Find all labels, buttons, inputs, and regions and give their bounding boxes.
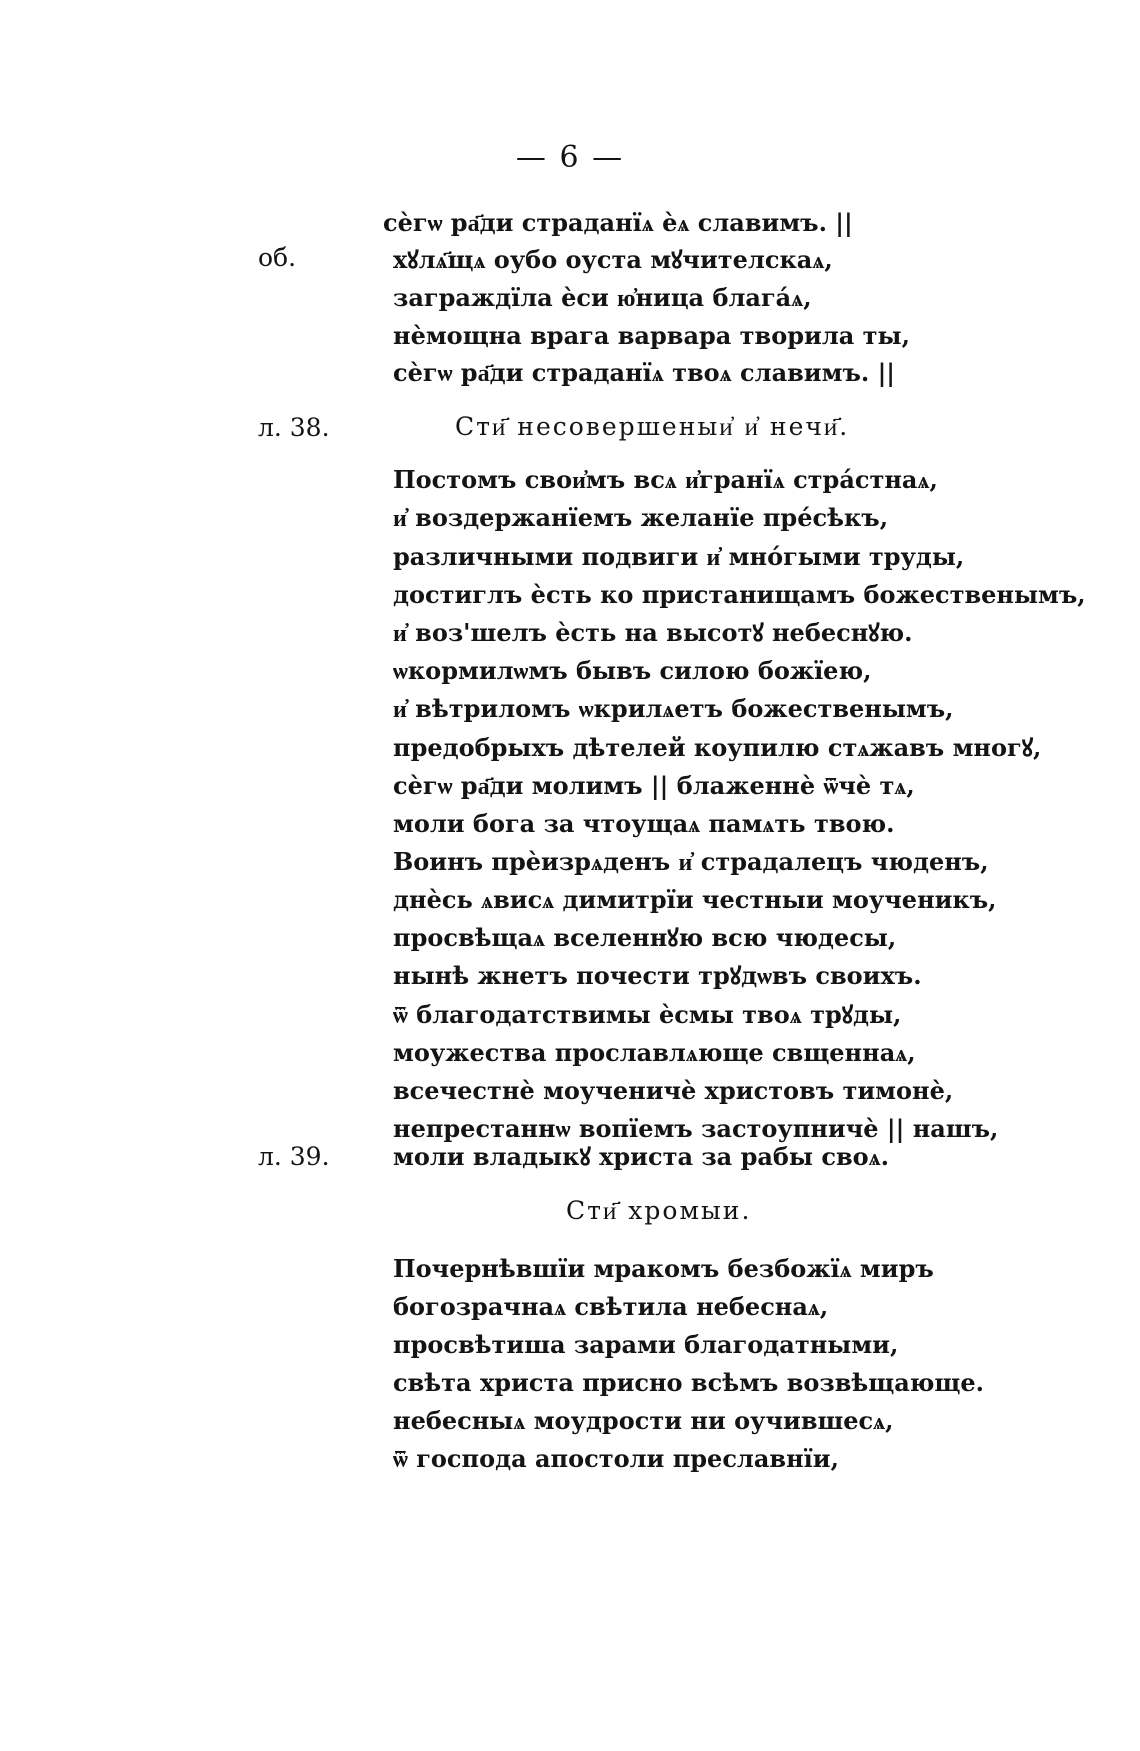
text-line: непрестаннѡ вопїемъ застоупничѐ || нашъ, <box>393 1114 999 1143</box>
text-line: просвѣщаѧ вселеннꙋю всю чюдесы, <box>393 923 897 952</box>
text-line: моужества прославлѧюще свщеннаѧ, <box>393 1038 916 1067</box>
text-line: ѡкормилѡмъ бывъ силою божїею, <box>393 656 872 685</box>
page-number: — 6 — <box>515 140 625 175</box>
text-line: ѿ господа апостоли преславнїи, <box>393 1444 839 1473</box>
text-line: моли бога за чтоущаѧ памѧть твою. <box>393 809 895 838</box>
text-line: нынѣ жнетъ почести трꙋдѡвъ своихъ. <box>393 961 922 990</box>
text-line: заграждїла ѐси ю҆ница блага́ѧ, <box>393 283 812 312</box>
margin-note-l38: л. 38. <box>258 413 330 442</box>
margin-note-l39: л. 39. <box>258 1142 330 1171</box>
text-line: и҆ вѣтриломъ ѡкрилѧетъ божественымъ, <box>393 694 954 723</box>
text-line: и҆ воз'шелъ ѐсть на высотꙋ небеснꙋю. <box>393 618 913 647</box>
section-heading: Сти҃ несовершеныи҆ и҆ нечи҃. <box>455 412 850 441</box>
text-line: хꙋлѧ҃щѧ оубо оуста мꙋчителскаѧ, <box>393 245 833 274</box>
text-line: Воинъ прѐизрѧденъ и҆ страдалецъ чюденъ, <box>393 847 989 876</box>
text-line: предобрыхъ дѣтелей коупилю стѧжавъ многꙋ, <box>393 733 1042 762</box>
text-line: моли владыкꙋ христа за рабы своѧ. <box>393 1142 889 1171</box>
text-line: сѐгѡ ра҃ди страданїѧ ѐѧ славимъ. || <box>383 208 853 237</box>
text-line: нѐмощна врага варвара творила ты, <box>393 321 910 350</box>
text-line: сѐгѡ ра҃ди страданїѧ твоѧ славимъ. || <box>393 358 896 387</box>
text-line: днѐсь ѧвисѧ димитрїи честныи моученикъ, <box>393 885 997 914</box>
text-line: Постомъ свои҆мъ всѧ и҆гранїѧ стра́стнаѧ, <box>393 465 938 494</box>
text-line: богозрачнаѧ свѣтила небеснаѧ, <box>393 1292 829 1321</box>
text-line: и҆ воздержанїемъ желанїе пре́сѣкъ, <box>393 503 889 532</box>
text-line: небесныѧ моудрости ни оучившесѧ, <box>393 1406 894 1435</box>
text-line: Почернѣвшїи мракомъ безбожїѧ миръ <box>393 1254 934 1283</box>
text-line: свѣта христа присно всѣмъ возвѣщающе. <box>393 1368 984 1397</box>
text-line: достиглъ ѐсть ко пристанищамъ божественымъ, <box>393 580 1086 609</box>
section-heading: Сти҃ хромыи. <box>566 1196 752 1225</box>
text-line: различными подвиги и҆ мно́гыми труды, <box>393 542 965 571</box>
text-line: просвѣтиша зарами благодатными, <box>393 1330 899 1359</box>
text-line: всечестнѐ моученичѐ христовъ тимонѐ, <box>393 1076 954 1105</box>
text-line: ѿ благодатствимы ѐсмы твоѧ трꙋды, <box>393 1000 902 1029</box>
margin-note-ob: об. <box>258 243 297 272</box>
text-line: сѐгѡ ра҃ди молимъ || блаженнѐ ѿчѐ тѧ, <box>393 771 915 800</box>
